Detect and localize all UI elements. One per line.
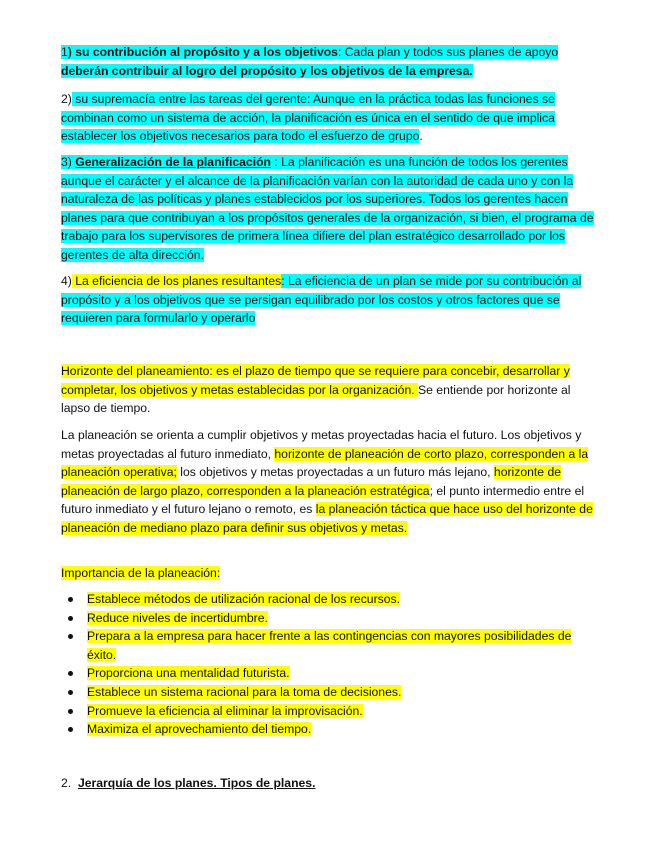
p1-bold-text: deberán contribuir al logro del propósito y los objetivos de la empresa. [61, 63, 473, 78]
section-2-title: Jerarquía de los planes. Tipos de planes. [77, 776, 316, 790]
importancia-list [61, 590, 601, 739]
paragraph-horizonte [61, 362, 601, 418]
p1-colon: : [337, 45, 342, 59]
list-item [61, 720, 601, 739]
list-item-text: Establece métodos de utilización racional de los recursos. [87, 592, 400, 606]
paragraph-2-supremacia [61, 90, 601, 146]
p3-heading: Generalización de la planificación [75, 155, 271, 169]
list-item-text: Prepara a la empresa para hacer frente a las contingencias con mayores posibilidades de éxito. [87, 629, 572, 662]
list-item [61, 609, 601, 628]
p3-colon: : [270, 155, 278, 169]
planeacion-text-1: La planeación se orienta a cumplir objetivos y metas proyectadas hacia el futuro. Los objetivos y metas proyectadas al futuro inmediato, [61, 428, 582, 461]
p3-number: 3) [61, 155, 76, 169]
paragraph-planeacion [61, 426, 601, 538]
bullet-icon [68, 690, 73, 695]
section-2-heading [61, 774, 601, 793]
paragraph-3-generalizacion [61, 153, 601, 265]
list-item-text: Maximiza el aprovechamiento del tiempo. [87, 722, 312, 737]
bullet-icon [68, 634, 73, 639]
horizonte-definition: Horizonte del planeamiento: es el plazo de tiempo que se requiere para concebir, desarrollar y completar, los objetivos y metas establecidas por la organización. [61, 364, 570, 397]
list-item [61, 702, 601, 721]
paragraph-1-contribucion [61, 43, 601, 80]
bullet-icon [68, 727, 73, 732]
p4-text: : La eficiencia de un plan se mide por su contribución al propósito y a los objetivos que se persigan equilibrado por los costos y otros factores que se requieren para formularlo y operarlo [61, 274, 582, 326]
planeacion-highlight-tactica: la planeación táctica que hace uso del horizonte de planeación de mediano plazo para definir sus objetivos y metas. [61, 502, 593, 535]
list-item-text: Proporciona una mentalidad futurista. [87, 666, 290, 681]
bullet-icon [68, 597, 73, 602]
list-item-text: Establece un sistema racional para la toma de decisiones. [87, 684, 402, 699]
planeacion-highlight-corto-plazo: horizonte de planeación de corto plazo, corresponden a la planeación operativa; [61, 446, 589, 480]
bullet-icon [68, 709, 73, 714]
importancia-heading [61, 564, 601, 583]
planeacion-text-2: los objetivos y metas proyectadas a un futuro más lejano, [176, 465, 494, 480]
list-item-text: Promueve la eficiencia al eliminar la improvisación. [87, 703, 363, 718]
list-item-text: Reduce niveles de incertidumbre. [87, 610, 268, 625]
p1-number: 1 [61, 45, 68, 59]
list-item [61, 664, 601, 683]
p2-heading: su supremacía entre las tareas del gerente [71, 92, 307, 106]
horizonte-note: Se entiende por horizonte al lapso de tiempo. [61, 382, 571, 416]
p4-heading: La eficiencia de los planes resultantes [71, 274, 282, 288]
p3-text: La planificación es una función de todos los gerentes aunque el carácter y el alcance de la planificación varían con la autoridad de cada uno y con la naturaleza de las políticas y planes establecidos por los superiores. Todos los gerentes hacen planes para que contribuyan a los propósitos generales de la organización, si bien, el programa de trabajo para los supervisores de primera línea difiere del plan estratégico desarrollado por los gerentes de alta dirección. [61, 155, 594, 262]
p2-colon: : [306, 92, 311, 106]
p2-period: . [419, 129, 423, 144]
planeacion-text-3: ; el punto intermedio entre el futuro inmediato y el futuro lejano o remoto, es [61, 483, 585, 517]
list-item [61, 590, 601, 609]
list-item [61, 627, 601, 664]
p2-number: 2) [61, 92, 72, 106]
paragraph-4-eficiencia [61, 272, 601, 328]
bullet-icon [68, 671, 73, 676]
list-item [61, 683, 601, 702]
p2-text: Aunque en la práctica todas las funciones se combinan como un sistema de acción, la planificación es única en el sentido de que implica establecer los objetivos necesarios para todo el esfuerzo de grupo [61, 92, 555, 144]
p1-heading: ) su contribución al propósito y a los objetivos [67, 45, 338, 59]
section-2-number: 2. [61, 776, 72, 790]
importancia-title: Importancia de la planeación: [61, 566, 221, 580]
p1-text: Cada plan y todos sus planes de apoyo [341, 45, 559, 59]
bullet-icon [68, 616, 73, 621]
planeacion-highlight-largo-plazo: horizonte de planeación de largo plazo, corresponden a la planeación estratégica [61, 465, 562, 498]
p4-number: 4) [61, 274, 72, 288]
